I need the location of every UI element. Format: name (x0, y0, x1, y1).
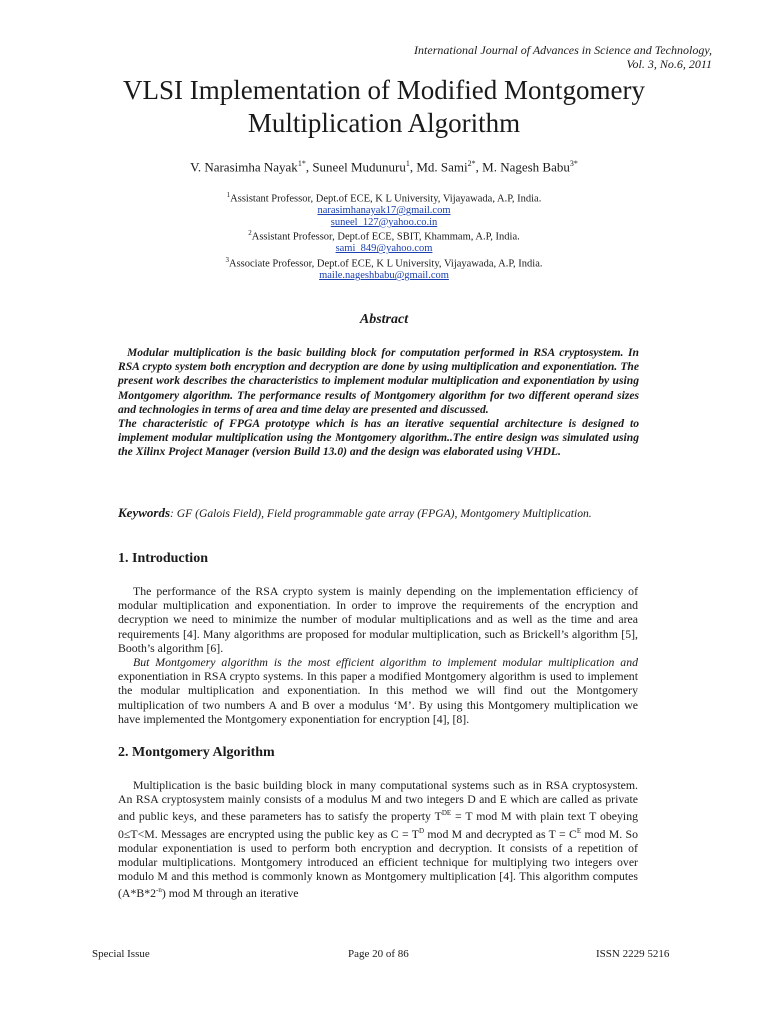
intro-paragraph-1: The performance of the RSA crypto system is mainly depending on the implementation efficiency of modular multiplication and exponentiation. In order to improve the requirements of the encryption and decryption we need to minimize the number of modular multiplications and as well as the time and area requirements [4]. Many algorithms are proposed for modular multiplication, such as Brickell’s algorithm [5], Booth’s algorithm [6]. (118, 584, 638, 655)
author-sup: 1 (405, 159, 410, 168)
abstract-paragraph-1: Modular multiplication is the basic building block for computation performed in RSA cryptosystem. In RSA crypto system both encryption and decryption are done by using multiplication and exponentiation. The present work describes the characteristics to implement modular multiplication and exponentiation by using Montgomery algorithm. The performance results of Montgomery algorithm for two different operand sizes and technologies in terms of area and time delay are presented and discussed. (118, 346, 639, 416)
author-sup: 2* (467, 159, 476, 168)
author-name: M. Nagesh Babu (482, 159, 570, 175)
abstract-text (118, 346, 639, 460)
montgomery-paragraph: Multiplication is the basic building block in many computational systems such as in RSA cryptosystem. An RSA cryptosystem mainly consists of a modulus M and two integers D and E which are called as private and public keys, and these parameters has to satisfy the property $T^{DE} = T$ mod M with plain text T obeying 0≤T<M. Messages are encrypted using the public key as $C = T^D$ mod M and decrypted as $T = C^E$ mod M. So modular exponentiation is used to perform both encryption and decryption. It consists of a repetition of modular multiplications. Montgomery introduced an efficient technique for multiplying two integers over modulo M and this method is commonly known as Montgomery multiplication [4]. This algorithm computes $(A*B*2^{-n})$ mod M through an iterative (118, 778, 638, 901)
keywords (118, 505, 678, 521)
journal-name: International Journal of Advances in Science and Technology, (414, 43, 712, 57)
journal-volume: Vol. 3, No.6, 2011 (626, 57, 712, 71)
montgomery-body (118, 778, 638, 900)
author-list: V. Narasimha Nayak$^{1*}$, Suneel Mudunuru$^1$, Md. Sami$^{2*}$, M. Nagesh Babu$^{3*}$ (190, 159, 578, 175)
author-sup: 1* (297, 159, 306, 168)
journal-header (292, 43, 712, 71)
author-name: Suneel Mudunuru (312, 159, 406, 175)
title-line-2: Multiplication Algorithm (247, 108, 521, 138)
keywords-text: : GF (Galois Field), Field programmable gate array (FPGA), Montgomery Multiplication. (170, 507, 592, 520)
email-link[interactable]: maile.nageshbabu@gmail.com (319, 270, 449, 282)
abstract-heading: Abstract (359, 312, 409, 327)
abstract-paragraph-2: The characteristic of FPGA prototype which is has an iterative sequential architecture is designed to implement modular multiplication using the Montgomery algorithm..The entire design was simulated using the Xilinx Project Manager (version Build 13.0) and the design was elaborated using VHDL. (118, 417, 639, 459)
author-sup: 3* (569, 159, 578, 168)
affiliation-3: $^3$Associate Professor, Dept.of ECE, K L University, Vijayawada, A.P, India. (225, 255, 543, 270)
email-link[interactable]: sami_849@yahoo.com (335, 243, 433, 255)
footer-issn: ISSN 2229 5216 (596, 948, 670, 960)
author-name: V. Narasimha Nayak (190, 159, 298, 175)
email-link[interactable]: suneel_127@yahoo.co.in (330, 216, 438, 228)
email-link[interactable]: narasimhanayak17@gmail.com (317, 205, 451, 217)
paper-title (60, 74, 708, 140)
affiliations (60, 190, 708, 282)
footer-page-number: Page 20 of 86 (348, 948, 409, 960)
footer-left: Special Issue (92, 948, 150, 960)
affiliation-1: $^1$Assistant Professor, Dept.of ECE, K L University, Vijayawada, A.P, India. (226, 191, 542, 205)
section-heading-introduction: 1. Introduction (118, 551, 208, 566)
author-name: Md. Sami (416, 159, 468, 175)
intro-paragraph-2: But Montgomery algorithm is the most efficient algorithm to implement modular multiplication and exponentiation in RSA crypto systems. In this paper a modified Montgomery algorithm is used to implement the modular multiplication and exponentiation. In this method we will find out the Montgomery multiplication of two numbers A and B over a modulus ‘M’. By using this Montgomery multiplication we have implemented the Montgomery exponentiation for encryption [4], [8]. (118, 655, 638, 726)
title-line-1: VLSI Implementation of Modified Montgomery (123, 75, 645, 105)
keywords-label: Keywords (118, 505, 170, 520)
section-heading-montgomery: 2. Montgomery Algorithm (118, 745, 275, 760)
introduction-body (118, 584, 638, 726)
affiliation-2: $^2$Assistant Professor, Dept.of ECE, SBIT, Khammam, A.P, India. (248, 229, 520, 243)
